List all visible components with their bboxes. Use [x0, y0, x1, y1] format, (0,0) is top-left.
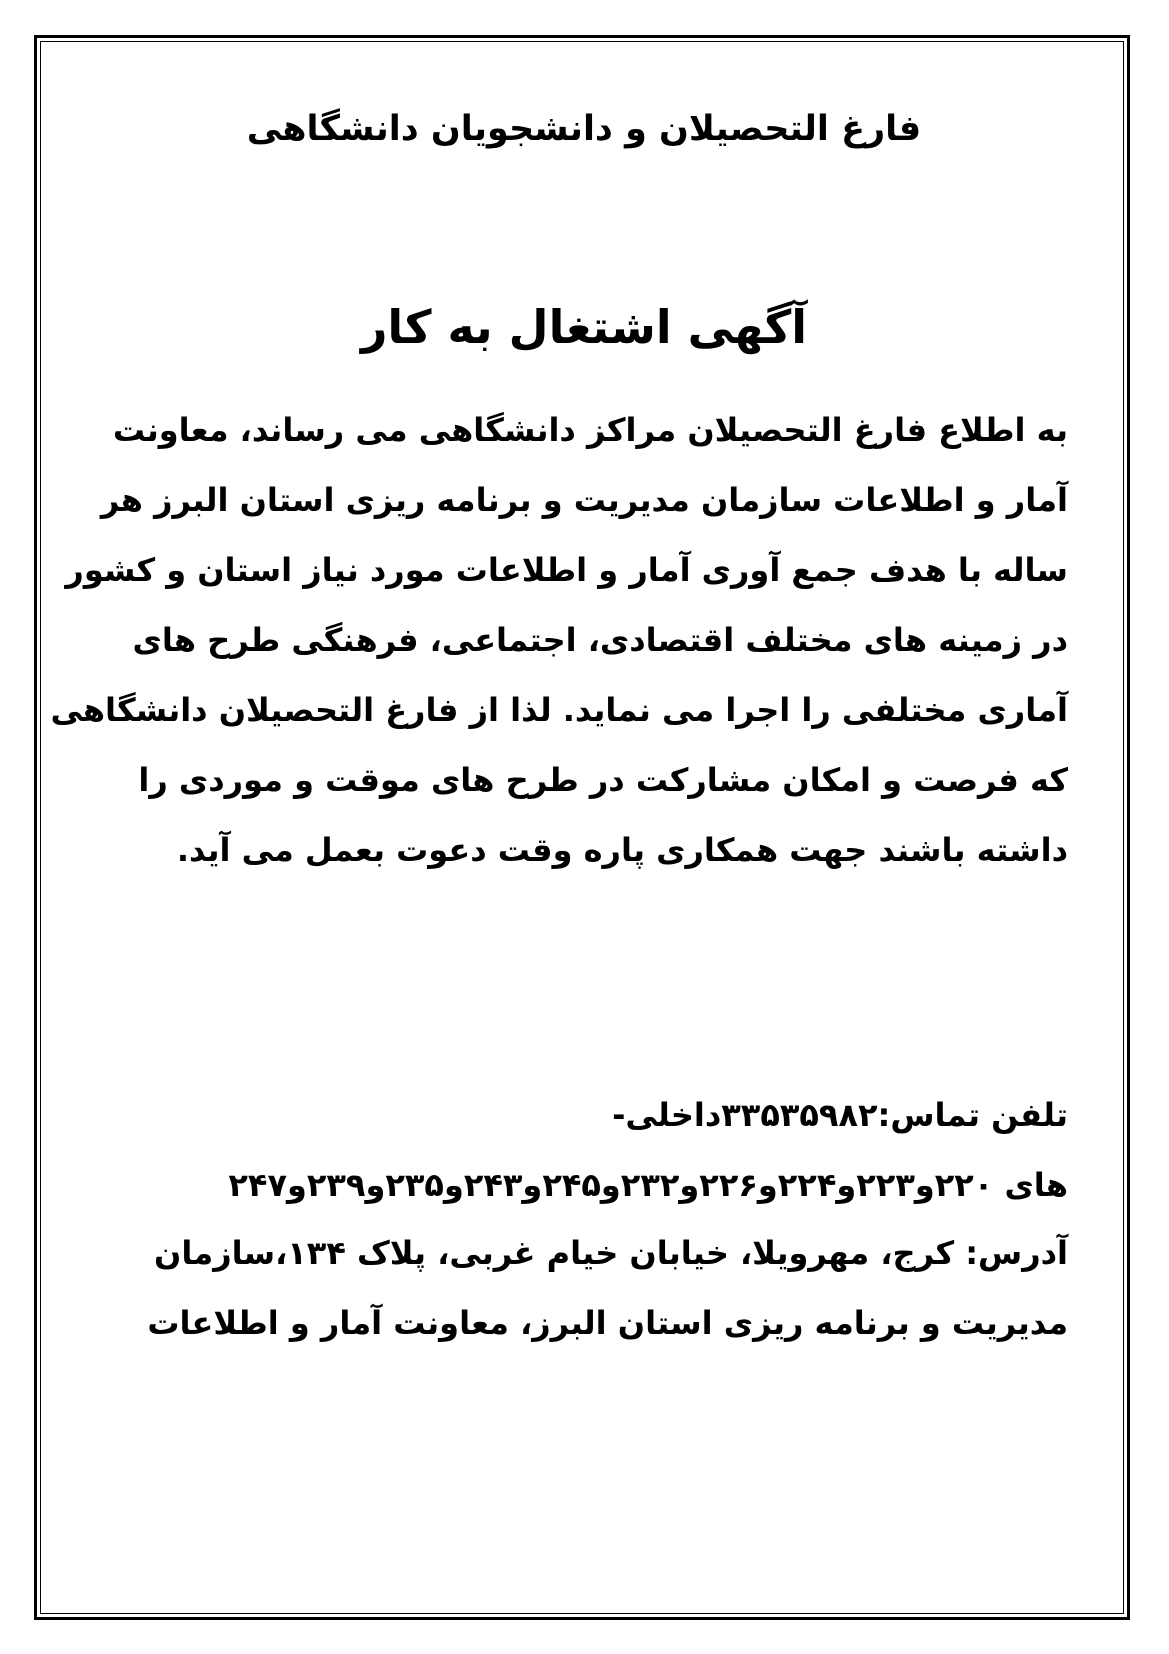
body-line: به اطلاع فارغ التحصیلان مراکز دانشگاهی می رساند، معاونت [112, 411, 1068, 449]
body-line: داشته باشند جهت همکاری پاره وقت دعوت بعمل می آید. [176, 831, 1068, 869]
address-line: مدیریت و برنامه ریزی استان البرز، معاونت آمار و اطلاعات [147, 1304, 1068, 1342]
address-line: آدرس: کرج، مهرویلا، خیابان خیام غربی، پلاک ۱۳۴،سازمان [154, 1234, 1068, 1272]
body-line: در زمینه های مختلف اقتصادی، اجتماعی، فرهنگی طرح های [132, 621, 1068, 659]
body-line: آمار و اطلاعات سازمان مدیریت و برنامه ریزی استان البرز هر [100, 481, 1068, 519]
phone-line: تلفن تماس:۳۳۵۳۵۹۸۲داخلی- [612, 1096, 1068, 1134]
announcement-body [50, 395, 1068, 885]
body-line: آماری مختلفی را اجرا می نماید. لذا از فارغ التحصیلان دانشگاهی [50, 691, 1068, 729]
contact-info [100, 1080, 1068, 1220]
document-title: آگهی اشتغال به کار [360, 300, 808, 354]
body-line: که فرصت و امکان مشارکت در طرح های موقت و موردی را [138, 761, 1068, 799]
body-line: ساله با هدف جمع آوری آمار و اطلاعات مورد نیاز استان و کشور [65, 551, 1068, 589]
address-info [100, 1218, 1068, 1358]
extensions-line: های ۲۲۰و۲۲۳و۲۲۴و۲۲۶و۲۳۲و۲۴۵و۲۴۳و۲۳۵و۲۳۹و۲۴۷ [228, 1166, 1068, 1204]
document-header: فارغ التحصیلان و دانشجویان دانشگاهی [246, 109, 922, 149]
